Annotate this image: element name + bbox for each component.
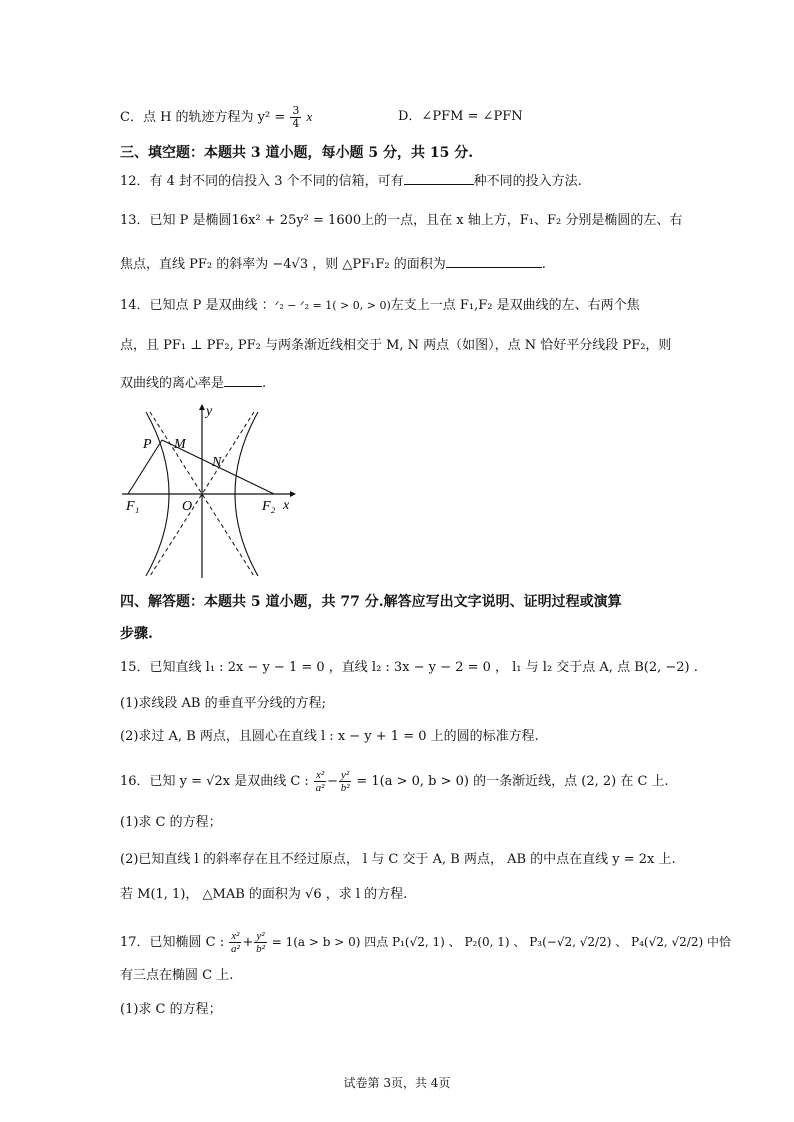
hyperbola-figure bbox=[118, 402, 298, 582]
label-p: P bbox=[143, 437, 152, 452]
option-c: C．点 H 的轨迹方程为 y² = $\frac{3}{4}$ x bbox=[120, 104, 313, 130]
label-x: x bbox=[283, 498, 290, 513]
question-17: 17．已知椭圆 C : $\frac{\text{x²}}{\text{a²}}$ + $\frac{\text{y²}}{\text{b²}}$ = 1(a > b > 0) 四点 P₁(√2, 1) 、 P₂(0, 1) 、 P₃(−√2, √2/2) 、 P₄(√2, √2/2) 中恰 bbox=[120, 930, 731, 955]
label-n: N bbox=[212, 455, 222, 470]
question-14-line3: 双曲线的离心率是 . bbox=[120, 376, 267, 391]
question-16-part3: 若 M(1, 1)， △MAB 的面积为 √6 ，求 l 的方程. bbox=[120, 887, 408, 902]
question-15: 15．已知直线 l₁ : 2x − y − 1 = 0 ，直线 l₂ : 3x − y − 2 = 0 ， l₁ 与 l₂ 交于点 A, 点 B(2, −2) . bbox=[120, 660, 698, 675]
label-f1: F₁ bbox=[126, 499, 140, 514]
question-16-part2: (2)已知直线 l 的斜率存在且不经过原点， l 与 C 交于 A, B 两点， AB 的中点在直线 y = 2x 上. bbox=[120, 852, 676, 867]
question-16-part1: (1)求 C 的方程； bbox=[120, 815, 222, 830]
question-13-line1: 13．已知 P 是椭圆16x² + 25y² = 1600上的一点，且在 x 轴上方，F₁、F₂ 分别是椭圆的左、右 bbox=[120, 213, 683, 228]
question-15-part1: (1)求线段 AB 的垂直平分线的方程; bbox=[120, 696, 327, 711]
question-13-line2: 焦点，直线 PF₂ 的斜率为 −4√3 ，则 △PF₁F₂ 的面积为 . bbox=[120, 257, 546, 272]
label-m: M bbox=[174, 437, 186, 452]
question-16: 16．已知 y = √2x 是双曲线 C : $\frac{\text{x²}}{\text{a²}}$ − $\frac{\text{y²}}{\text{b²}}$ = 1(a > 0, b > 0) 的一条渐近线，点 (2, 2) 在 C 上. bbox=[120, 769, 669, 794]
x-axis-arrow bbox=[290, 491, 296, 497]
label-o: O bbox=[182, 499, 193, 514]
page-footer: 试卷第 3页，共 4页 bbox=[343, 1076, 451, 1090]
option-d: D．∠PFM = ∠PFN bbox=[398, 109, 523, 124]
fraction-y2-b2: $\frac{\text{y²}}{\text{b²}}$ bbox=[340, 769, 350, 794]
question-17-line2: 有三点在椭圆 C 上. bbox=[120, 968, 234, 983]
section-3-heading: 三、填空题：本题共 3 道小题，每小题 5 分，共 15 分. bbox=[120, 145, 474, 161]
fraction-x2-a2: $\frac{\text{x²}}{\text{a²}}$ bbox=[315, 769, 325, 794]
section-4-heading-line1: 四、解答题：本题共 5 道小题，共 77 分.解答应写出文字说明、证明过程或演算 bbox=[120, 594, 622, 610]
y-axis-arrow bbox=[199, 404, 205, 410]
fraction-y2-b2: $\frac{\text{y²}}{\text{b²}}$ bbox=[256, 930, 265, 955]
label-f2: F₂ bbox=[262, 499, 276, 514]
section-4-heading-line2: 步骤. bbox=[120, 626, 153, 642]
question-17-part1: (1)求 C 的方程； bbox=[120, 1002, 222, 1017]
question-15-part2: (2)求过 A, B 两点，且圆心在直线 l : x − y + 1 = 0 上的圆的标准方程. bbox=[120, 729, 539, 744]
question-14-line2: 点，且 PF₁ ⊥ PF₂, PF₂ 与两条渐近线相交于 M, N 两点（如图），点 N 恰好平分线段 PF₂，则 bbox=[120, 338, 672, 353]
fraction: $\frac{3}{4}$ bbox=[292, 104, 300, 130]
label-y: y bbox=[206, 404, 213, 419]
fraction-x2-a2: $\frac{\text{x²}}{\text{a²}}$ bbox=[230, 930, 240, 955]
question-14-line1: 14．已知点 P 是双曲线 ：ᐟ₂ − ᐟ₂ = 1( > 0, > 0)左支上一点 F₁,F₂ 是双曲线的左、右两个焦 bbox=[120, 298, 640, 313]
question-12: 12．有 4 封不同的信投入 3 个不同的信箱，可有 种不同的投入方法. bbox=[120, 174, 582, 189]
